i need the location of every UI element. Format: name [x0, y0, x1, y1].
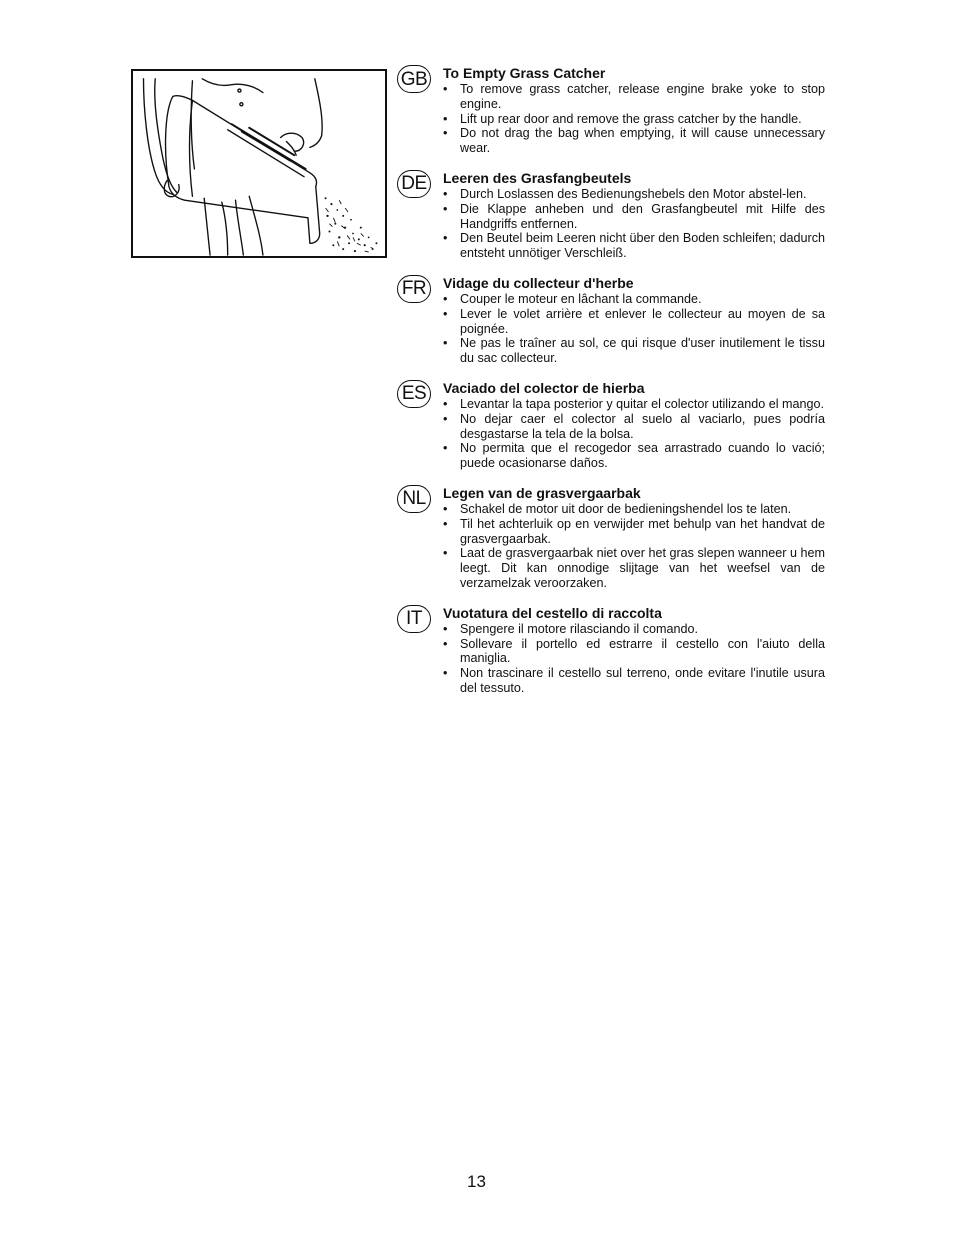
list-item: • Durch Loslassen des Bedienungshebels den Motor abstel-len. [443, 187, 825, 202]
list-item: • To remove grass catcher, release engine brake yoke to stop engine. [443, 82, 825, 112]
list-item: • Spengere il motore rilasciando il comando. [443, 622, 825, 637]
instructions-column [397, 62, 825, 710]
illustration-emptying-grass-catcher [131, 69, 387, 258]
list-item: • Laat de grasvergaarbak niet over het gras slepen wanneer u hem leegt. Dit kan onnodige slijtage van het weefsel van de verzamelzak veroorzaken. [443, 546, 825, 590]
list-item: • Do not drag the bag when emptying, it will cause unnecessary wear. [443, 126, 825, 156]
section-title-de: Leeren des Grasfangbeutels [443, 169, 632, 186]
language-badge-nl: NL [397, 485, 431, 513]
list-item: • Lever le volet arrière et enlever le collecteur au moyen de sa poignée. [443, 307, 825, 337]
bullet-list-fr [443, 292, 825, 366]
list-item: • Non trascinare il cestello sul terreno, onde evitare l'inutile usura del tessuto. [443, 666, 825, 696]
list-item: • Ne pas le traîner au sol, ce qui risque d'user inutilement le tissu du sac collecteur. [443, 336, 825, 366]
section-es [397, 380, 825, 471]
section-fr [397, 275, 825, 366]
section-nl [397, 485, 825, 591]
bullet-list-it [443, 622, 825, 696]
section-title-gb: To Empty Grass Catcher [443, 65, 606, 81]
list-item: • Den Beutel beim Leeren nicht über den Boden schleifen; dadurch entsteht unnötiger Verschleiß. [443, 231, 825, 261]
grass-catcher-drawing [133, 71, 385, 256]
section-title-nl: Legen van de grasvergaarbak [443, 484, 641, 501]
language-badge-de: DE [397, 170, 431, 198]
list-item: • No dejar caer el colector al suelo al vaciarlo, pues podría desgastarse la tela de la bolsa. [443, 412, 825, 442]
bullet-list-de [443, 187, 825, 261]
page-number: 13 [467, 1172, 486, 1191]
list-item: • Couper le moteur en lâchant la commande. [443, 292, 825, 307]
list-item: • No permita que el recogedor sea arrastrado cuando lo vació; puede ocasionarse daños. [443, 441, 825, 471]
bullet-list-nl [443, 502, 825, 591]
list-item: • Til het achterluik op en verwijder met behulp van het handvat de grasvergaarbak. [443, 517, 825, 547]
section-de [397, 170, 825, 261]
section-title-it: Vuotatura del cestello di raccolta [443, 604, 662, 621]
language-badge-es: ES [397, 380, 431, 408]
section-title-fr: Vidage du collecteur d'herbe [443, 274, 634, 291]
bullet-list-gb [443, 82, 825, 156]
list-item: • Sollevare il portello ed estrarre il cestello con l'aiuto della maniglia. [443, 637, 825, 667]
list-item: • Lift up rear door and remove the grass catcher by the handle. [443, 112, 825, 127]
section-gb [397, 65, 825, 156]
bullet-list-es [443, 397, 825, 471]
section-title-es: Vaciado del colector de hierba [443, 379, 645, 396]
language-badge-gb: GB [397, 65, 431, 93]
list-item: • Schakel de motor uit door de bedieningshendel los te laten. [443, 502, 825, 517]
language-badge-it: IT [397, 605, 431, 633]
language-badge-fr: FR [397, 275, 431, 303]
list-item: • Die Klappe anheben und den Grasfangbeutel mit Hilfe des Handgriffs entfernen. [443, 202, 825, 232]
list-item: • Levantar la tapa posterior y quitar el colector utilizando el mango. [443, 397, 825, 412]
section-it [397, 605, 825, 696]
